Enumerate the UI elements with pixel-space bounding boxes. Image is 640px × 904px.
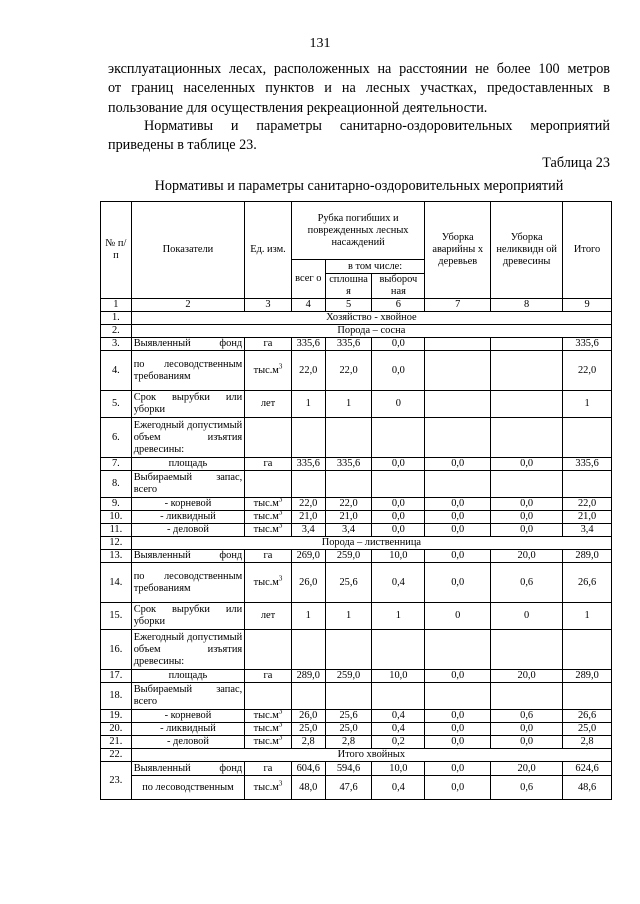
- indicator-name: площадь: [131, 670, 244, 683]
- header-itogo: Итого: [563, 202, 612, 299]
- section-label: Порода – лиственница: [131, 537, 611, 550]
- value-cell: [491, 418, 563, 458]
- unit-cell: га: [245, 338, 292, 351]
- unit-superscript: 3: [278, 362, 283, 371]
- column-number: 6: [372, 299, 425, 312]
- value-cell: 0,6: [491, 776, 563, 800]
- value-cell: 21,0: [563, 511, 612, 524]
- unit-superscript: 3: [278, 709, 283, 716]
- value-cell: 1: [325, 603, 372, 630]
- row-number: 20.: [101, 723, 132, 736]
- value-cell: 289,0: [291, 670, 325, 683]
- value-cell: [425, 630, 491, 670]
- paragraph-line: эксплуатационных лесах, расположенных на расстоянии не более 100 метров: [108, 61, 610, 77]
- table-row: [101, 524, 612, 537]
- row-number: 13.: [101, 550, 132, 563]
- column-number: 4: [291, 299, 325, 312]
- value-cell: [372, 418, 425, 458]
- value-cell: 0,0: [491, 736, 563, 749]
- row-number: 7.: [101, 458, 132, 471]
- value-cell: 0,0: [491, 723, 563, 736]
- table-row: [101, 603, 612, 630]
- value-cell: 0,0: [425, 723, 491, 736]
- table-row: [101, 762, 612, 776]
- value-cell: 335,6: [563, 458, 612, 471]
- row-number: 10.: [101, 511, 132, 524]
- value-cell: 0,0: [372, 524, 425, 537]
- value-cell: 1: [291, 391, 325, 418]
- row-number: 3.: [101, 338, 132, 351]
- value-cell: 20,0: [491, 670, 563, 683]
- indicator-name: - ликвидный: [131, 723, 244, 736]
- table-row: [101, 471, 612, 498]
- value-cell: 22,0: [291, 351, 325, 391]
- unit-superscript: 3: [278, 735, 283, 742]
- value-cell: [425, 683, 491, 710]
- column-number: 8: [491, 299, 563, 312]
- value-cell: [425, 351, 491, 391]
- unit-cell: $тыс.м^3$: [245, 498, 292, 511]
- header-total-felling: всег о: [291, 260, 325, 299]
- indicator-name: Ежегодный допустимый объем изъятия древесины:: [131, 418, 244, 458]
- column-number: 9: [563, 299, 612, 312]
- table-row: [101, 338, 612, 351]
- value-cell: [325, 683, 372, 710]
- value-cell: [491, 338, 563, 351]
- indicator-name: Выбираемый запас, всего: [131, 683, 244, 710]
- value-cell: [563, 630, 612, 670]
- value-cell: [291, 418, 325, 458]
- value-cell: [563, 683, 612, 710]
- column-number: 1: [101, 299, 132, 312]
- indicator-name: Срок вырубки или уборки: [131, 391, 244, 418]
- value-cell: 1: [325, 391, 372, 418]
- value-cell: [291, 471, 325, 498]
- unit-cell: $тыс.м^3$: [245, 524, 292, 537]
- row-number: 5.: [101, 391, 132, 418]
- value-cell: [291, 630, 325, 670]
- value-cell: 0,4: [372, 563, 425, 603]
- row-number: 12.: [101, 537, 132, 550]
- value-cell: 22,0: [563, 351, 612, 391]
- header-selective: выбороч ная: [372, 274, 425, 299]
- column-number-row: [101, 299, 612, 312]
- value-cell: 22,0: [325, 498, 372, 511]
- value-cell: 47,6: [325, 776, 372, 800]
- header-clear: сплошна я: [325, 274, 372, 299]
- norms-table: [100, 201, 612, 800]
- value-cell: 25,6: [325, 710, 372, 723]
- indicator-name: площадь: [131, 458, 244, 471]
- unit-cell: $тыс.м^3$: [245, 351, 292, 391]
- table-row: [101, 736, 612, 749]
- unit-cell: га: [245, 550, 292, 563]
- value-cell: 0,0: [372, 458, 425, 471]
- value-cell: 26,0: [291, 710, 325, 723]
- value-cell: 624,6: [563, 762, 612, 776]
- unit-cell: [245, 630, 292, 670]
- row-number: 6.: [101, 418, 132, 458]
- row-number: 21.: [101, 736, 132, 749]
- value-cell: 0,0: [425, 776, 491, 800]
- table-row: [101, 670, 612, 683]
- value-cell: 3,4: [563, 524, 612, 537]
- row-number: 23.: [101, 762, 132, 800]
- value-cell: 2,8: [563, 736, 612, 749]
- indicator-name: - деловой: [131, 736, 244, 749]
- header-illiquid: Уборка неликвидн ой древесины: [491, 202, 563, 299]
- value-cell: 0,0: [491, 524, 563, 537]
- value-cell: 26,6: [563, 563, 612, 603]
- table-body: [101, 312, 612, 800]
- table-row: [101, 630, 612, 670]
- paragraph-line: от границ населенных пунктов и на лесных участках, предоставленных в: [108, 80, 610, 97]
- section-row: [101, 312, 612, 325]
- section-row: [101, 537, 612, 550]
- paragraph-line: пользование для осуществления рекреационной деятельности.: [108, 99, 488, 116]
- value-cell: 0,0: [372, 338, 425, 351]
- value-cell: 0,4: [372, 710, 425, 723]
- row-number: 14.: [101, 563, 132, 603]
- value-cell: 0,0: [491, 511, 563, 524]
- table-row: [101, 391, 612, 418]
- value-cell: 22,0: [563, 498, 612, 511]
- value-cell: [325, 418, 372, 458]
- value-cell: [425, 471, 491, 498]
- row-number: 9.: [101, 498, 132, 511]
- paragraph-line: приведены в таблице 23.: [108, 137, 257, 154]
- value-cell: 1: [291, 603, 325, 630]
- value-cell: 0: [491, 603, 563, 630]
- row-number: 1.: [101, 312, 132, 325]
- unit-cell: [245, 683, 292, 710]
- value-cell: [372, 630, 425, 670]
- table-row: [101, 351, 612, 391]
- value-cell: 0,4: [372, 723, 425, 736]
- value-cell: 10,0: [372, 550, 425, 563]
- row-number: 22.: [101, 749, 132, 762]
- row-number: 17.: [101, 670, 132, 683]
- indicator-name: Выбираемый запас, всего: [131, 471, 244, 498]
- header-emergency: Уборка аварийны х деревьев: [425, 202, 491, 299]
- value-cell: 48,0: [291, 776, 325, 800]
- section-label: Итого хвойных: [131, 749, 611, 762]
- indicator-name: Ежегодный допустимый объем изъятия древесины:: [131, 630, 244, 670]
- value-cell: 26,6: [563, 710, 612, 723]
- row-number: 8.: [101, 471, 132, 498]
- column-number: 3: [245, 299, 292, 312]
- value-cell: 0,6: [491, 563, 563, 603]
- value-cell: [491, 471, 563, 498]
- unit-superscript: 3: [278, 574, 283, 583]
- unit-superscript: 3: [278, 523, 283, 530]
- indicator-name: Выявленный фонд: [131, 338, 244, 351]
- section-row: [101, 325, 612, 338]
- unit-cell: га: [245, 670, 292, 683]
- value-cell: 594,6: [325, 762, 372, 776]
- value-cell: [291, 683, 325, 710]
- value-cell: 25,0: [325, 723, 372, 736]
- unit-cell: $тыс.м^3$: [245, 710, 292, 723]
- value-cell: 20,0: [491, 550, 563, 563]
- column-number: 7: [425, 299, 491, 312]
- value-cell: [372, 683, 425, 710]
- row-number: 2.: [101, 325, 132, 338]
- value-cell: 0,0: [491, 498, 563, 511]
- value-cell: 0,0: [425, 550, 491, 563]
- table-row: [101, 776, 612, 800]
- value-cell: 0,0: [425, 498, 491, 511]
- unit-cell: $тыс.м^3$: [245, 723, 292, 736]
- indicator-name: по лесоводственным: [131, 776, 244, 800]
- value-cell: 0,0: [425, 710, 491, 723]
- unit-cell: лет: [245, 603, 292, 630]
- unit-cell: га: [245, 458, 292, 471]
- column-number: 2: [131, 299, 244, 312]
- header-indicators: Показатели: [131, 202, 244, 299]
- value-cell: [325, 471, 372, 498]
- section-label: Порода – сосна: [131, 325, 611, 338]
- value-cell: 1: [563, 391, 612, 418]
- indicator-name: Выявленный фонд: [131, 550, 244, 563]
- value-cell: [425, 418, 491, 458]
- value-cell: 335,6: [325, 338, 372, 351]
- value-cell: 335,6: [291, 458, 325, 471]
- value-cell: 0,0: [372, 351, 425, 391]
- unit-cell: лет: [245, 391, 292, 418]
- value-cell: [491, 351, 563, 391]
- column-number: 5: [325, 299, 372, 312]
- value-cell: 289,0: [563, 670, 612, 683]
- page-number: 131: [309, 36, 331, 51]
- row-number: 15.: [101, 603, 132, 630]
- value-cell: 26,0: [291, 563, 325, 603]
- value-cell: 0,0: [425, 736, 491, 749]
- value-cell: 2,8: [291, 736, 325, 749]
- value-cell: 10,0: [372, 670, 425, 683]
- unit-superscript: 3: [278, 497, 283, 504]
- indicator-name: по лесоводственным требованиям: [131, 351, 244, 391]
- table-title: Нормативы и параметры санитарно-оздоровительных мероприятий: [154, 178, 564, 194]
- value-cell: 0,0: [372, 511, 425, 524]
- value-cell: 0: [372, 391, 425, 418]
- row-number: 16.: [101, 630, 132, 670]
- indicator-name: по лесоводственным требованиям: [131, 563, 244, 603]
- value-cell: [491, 391, 563, 418]
- value-cell: [372, 471, 425, 498]
- value-cell: 0,6: [491, 710, 563, 723]
- value-cell: [563, 418, 612, 458]
- value-cell: 335,6: [291, 338, 325, 351]
- value-cell: [491, 630, 563, 670]
- value-cell: 3,4: [325, 524, 372, 537]
- row-number: 19.: [101, 710, 132, 723]
- unit-superscript: 3: [278, 510, 283, 517]
- unit-cell: $тыс.м^3$: [245, 776, 292, 800]
- value-cell: 604,6: [291, 762, 325, 776]
- value-cell: 335,6: [563, 338, 612, 351]
- header-unit: Ед. изм.: [245, 202, 292, 299]
- header-felling: Рубка погибших и поврежденных лесных насаждений: [291, 202, 425, 260]
- unit-cell: $тыс.м^3$: [245, 563, 292, 603]
- table-row: [101, 723, 612, 736]
- unit-superscript: 3: [278, 779, 283, 788]
- value-cell: [491, 683, 563, 710]
- value-cell: 259,0: [325, 670, 372, 683]
- value-cell: [425, 338, 491, 351]
- value-cell: 0: [425, 603, 491, 630]
- value-cell: 259,0: [325, 550, 372, 563]
- value-cell: 22,0: [325, 351, 372, 391]
- table-row: [101, 418, 612, 458]
- paragraph-reference: [108, 117, 610, 156]
- table-row: [101, 683, 612, 710]
- unit-cell: $тыс.м^3$: [245, 736, 292, 749]
- value-cell: 48,6: [563, 776, 612, 800]
- value-cell: 0,4: [372, 776, 425, 800]
- row-number: 11.: [101, 524, 132, 537]
- value-cell: 0,0: [491, 458, 563, 471]
- row-number: 4.: [101, 351, 132, 391]
- value-cell: 2,8: [325, 736, 372, 749]
- table-row: [101, 458, 612, 471]
- unit-cell: га: [245, 762, 292, 776]
- header-incl: в том числе:: [325, 260, 425, 274]
- value-cell: 0,0: [425, 458, 491, 471]
- table-row: [101, 511, 612, 524]
- indicator-name: - деловой: [131, 524, 244, 537]
- value-cell: 289,0: [563, 550, 612, 563]
- table-row: [101, 563, 612, 603]
- value-cell: 25,0: [291, 723, 325, 736]
- unit-cell: [245, 471, 292, 498]
- row-number: 18.: [101, 683, 132, 710]
- unit-cell: $тыс.м^3$: [245, 511, 292, 524]
- value-cell: 25,6: [325, 563, 372, 603]
- value-cell: 0,0: [425, 563, 491, 603]
- value-cell: 335,6: [325, 458, 372, 471]
- value-cell: 0,0: [425, 670, 491, 683]
- value-cell: 0,2: [372, 736, 425, 749]
- indicator-name: - корневой: [131, 498, 244, 511]
- section-label: Хозяйство - хвойное: [131, 312, 611, 325]
- indicator-name: - корневой: [131, 710, 244, 723]
- value-cell: 0,0: [425, 762, 491, 776]
- table-row: [101, 550, 612, 563]
- indicator-name: Выявленный фонд: [131, 762, 244, 776]
- value-cell: 10,0: [372, 762, 425, 776]
- value-cell: 1: [563, 603, 612, 630]
- value-cell: 22,0: [291, 498, 325, 511]
- value-cell: [563, 471, 612, 498]
- value-cell: 20,0: [491, 762, 563, 776]
- table-row: [101, 498, 612, 511]
- paragraph-line: Нормативы и параметры санитарно-оздоровительных мероприятий: [144, 118, 610, 134]
- paragraph-intro: [108, 60, 610, 118]
- value-cell: 0,0: [372, 498, 425, 511]
- table-label: Таблица 23: [542, 155, 610, 171]
- value-cell: 269,0: [291, 550, 325, 563]
- value-cell: [425, 391, 491, 418]
- value-cell: 21,0: [325, 511, 372, 524]
- indicator-name: - ликвидный: [131, 511, 244, 524]
- value-cell: 0,0: [425, 511, 491, 524]
- indicator-name: Срок вырубки или уборки: [131, 603, 244, 630]
- value-cell: [325, 630, 372, 670]
- header-num: № п/п: [101, 202, 132, 299]
- value-cell: 0,0: [425, 524, 491, 537]
- value-cell: 25,0: [563, 723, 612, 736]
- section-row: [101, 749, 612, 762]
- value-cell: 1: [372, 603, 425, 630]
- unit-cell: [245, 418, 292, 458]
- unit-superscript: 3: [278, 722, 283, 729]
- table-row: [101, 710, 612, 723]
- value-cell: 21,0: [291, 511, 325, 524]
- value-cell: 3,4: [291, 524, 325, 537]
